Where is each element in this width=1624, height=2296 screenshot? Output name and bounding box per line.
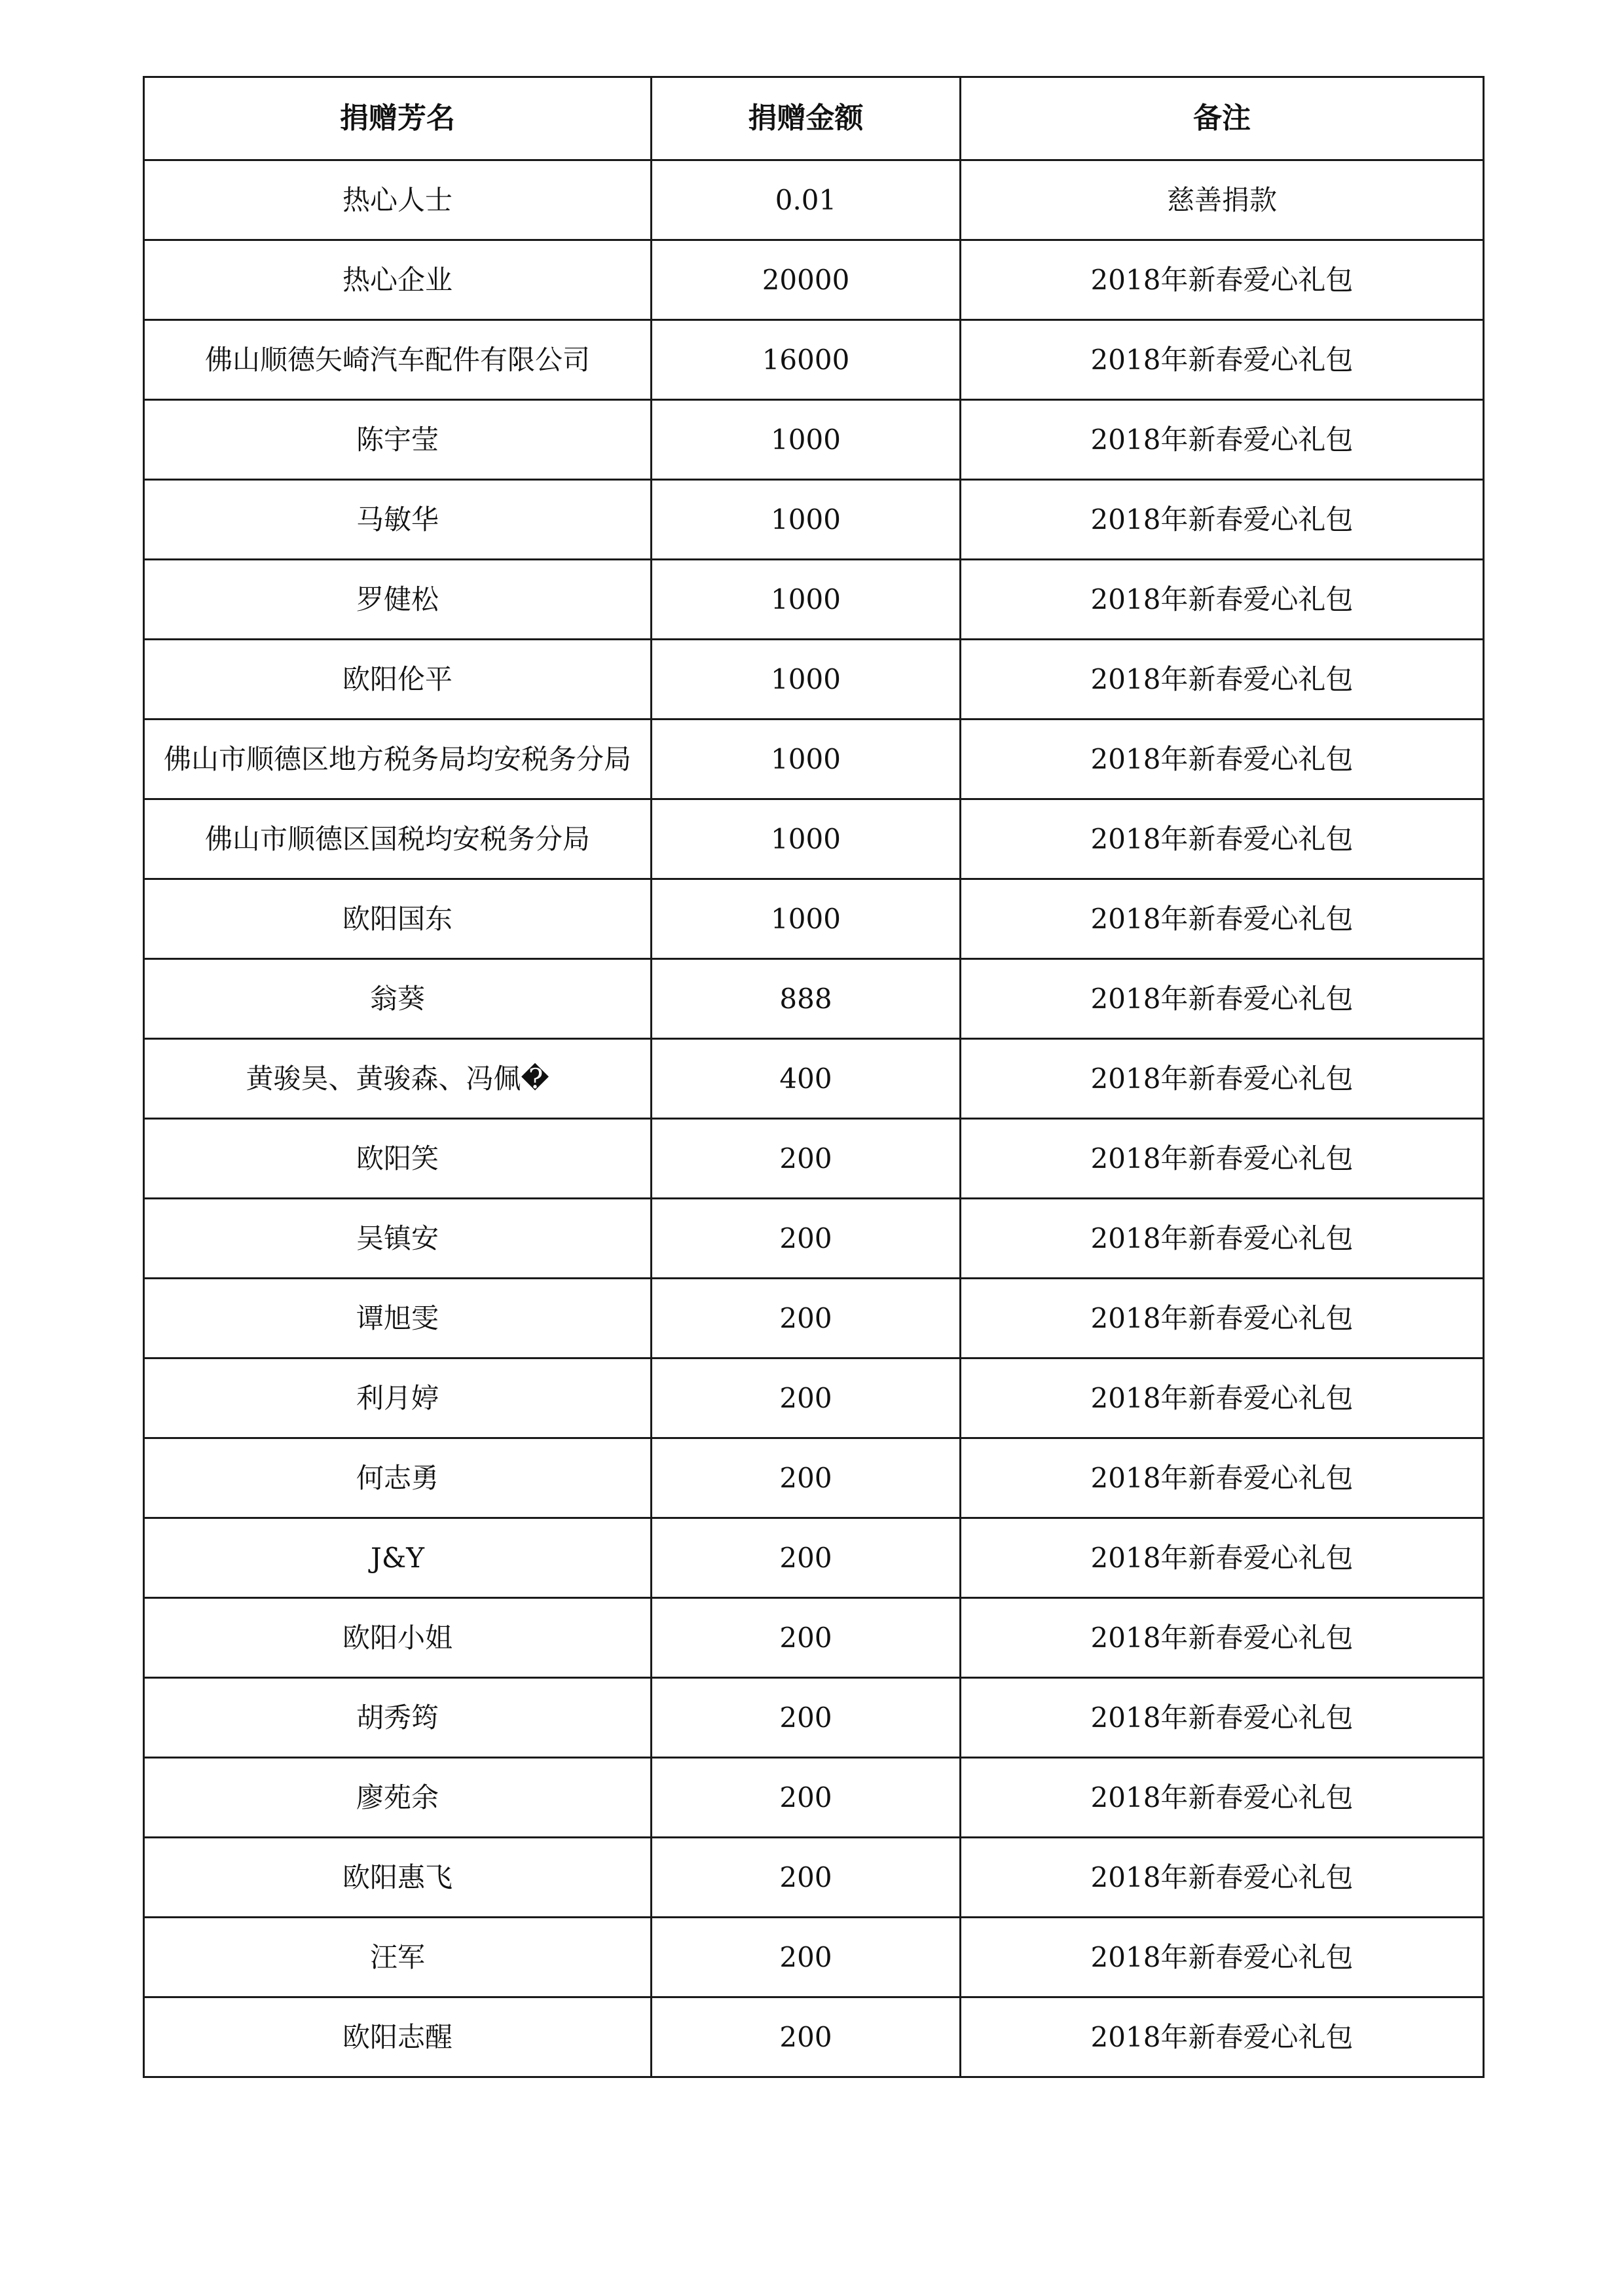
remark-cell: 2018年新春爱心礼包 — [961, 1918, 1484, 1997]
remark-cell: 2018年新春爱心礼包 — [961, 1199, 1484, 1279]
donation-amount-cell: 1000 — [652, 640, 961, 720]
table-row — [144, 1678, 1484, 1758]
donation-amount-cell: 1000 — [652, 480, 961, 560]
donation-table — [143, 76, 1485, 2078]
table-row — [144, 400, 1484, 480]
table-row — [144, 959, 1484, 1039]
header-row — [144, 77, 1484, 160]
donation-amount-cell: 200 — [652, 1119, 961, 1199]
remark-cell: 2018年新春爱心礼包 — [961, 1358, 1484, 1438]
remark-cell: 2018年新春爱心礼包 — [961, 879, 1484, 959]
remark-cell: 2018年新春爱心礼包 — [961, 240, 1484, 320]
donor-name-cell: 陈宇莹 — [144, 400, 652, 480]
donation-amount-cell: 888 — [652, 959, 961, 1039]
donor-name-cell: J&Y — [144, 1518, 652, 1598]
donation-amount-cell: 1000 — [652, 799, 961, 879]
table-row — [144, 1838, 1484, 1918]
donor-name-cell: 谭旭雯 — [144, 1279, 652, 1358]
remark-cell: 2018年新春爱心礼包 — [961, 480, 1484, 560]
donor-name-cell: 欧阳志醒 — [144, 1997, 652, 2077]
remark-cell: 2018年新春爱心礼包 — [961, 560, 1484, 640]
remark-cell: 2018年新春爱心礼包 — [961, 1119, 1484, 1199]
table-body — [144, 160, 1484, 2077]
remark-cell: 2018年新春爱心礼包 — [961, 400, 1484, 480]
table-row — [144, 640, 1484, 720]
remark-cell: 2018年新春爱心礼包 — [961, 320, 1484, 400]
donation-amount-cell: 200 — [652, 1358, 961, 1438]
donor-name-cell: 马敏华 — [144, 480, 652, 560]
donor-name-cell: 翁葵 — [144, 959, 652, 1039]
donor-name-cell: 黄骏昊、黄骏森、冯佩� — [144, 1039, 652, 1119]
donor-name-cell: 胡秀筠 — [144, 1678, 652, 1758]
donor-name-cell: 欧阳小姐 — [144, 1598, 652, 1678]
donor-name-cell: 佛山顺德矢崎汽车配件有限公司 — [144, 320, 652, 400]
donor-name-cell: 热心人士 — [144, 160, 652, 240]
donation-amount-cell: 1000 — [652, 560, 961, 640]
table-row — [144, 1598, 1484, 1678]
remark-cell: 2018年新春爱心礼包 — [961, 1518, 1484, 1598]
donor-name-cell: 吴镇安 — [144, 1199, 652, 1279]
table-row — [144, 1358, 1484, 1438]
donation-amount-cell: 200 — [652, 1997, 961, 2077]
donation-amount-cell: 200 — [652, 1918, 961, 1997]
donor-name-cell: 欧阳伦平 — [144, 640, 652, 720]
remark-cell: 2018年新春爱心礼包 — [961, 1997, 1484, 2077]
donation-amount-cell: 0.01 — [652, 160, 961, 240]
donor-name-cell: 欧阳惠飞 — [144, 1838, 652, 1918]
table-row — [144, 1199, 1484, 1279]
remark-cell: 2018年新春爱心礼包 — [961, 1039, 1484, 1119]
remark-cell: 2018年新春爱心礼包 — [961, 799, 1484, 879]
remark-cell: 2018年新春爱心礼包 — [961, 1598, 1484, 1678]
table-row — [144, 799, 1484, 879]
table-row — [144, 480, 1484, 560]
remark-cell: 2018年新春爱心礼包 — [961, 1279, 1484, 1358]
table-row — [144, 240, 1484, 320]
remark-cell: 2018年新春爱心礼包 — [961, 1838, 1484, 1918]
table-row — [144, 1518, 1484, 1598]
remark-cell: 2018年新春爱心礼包 — [961, 640, 1484, 720]
donor-name-cell: 汪军 — [144, 1918, 652, 1997]
donor-name-cell: 欧阳笑 — [144, 1119, 652, 1199]
donation-amount-cell: 200 — [652, 1279, 961, 1358]
table-row — [144, 160, 1484, 240]
donation-amount-cell: 200 — [652, 1598, 961, 1678]
remark-cell: 2018年新春爱心礼包 — [961, 720, 1484, 799]
table-row — [144, 1279, 1484, 1358]
donation-amount-cell: 200 — [652, 1199, 961, 1279]
donor-name-cell: 热心企业 — [144, 240, 652, 320]
remark-cell: 2018年新春爱心礼包 — [961, 1438, 1484, 1518]
donor-name-cell: 廖苑余 — [144, 1758, 652, 1838]
table-row — [144, 560, 1484, 640]
donor-name-cell: 佛山市顺德区国税均安税务分局 — [144, 799, 652, 879]
donation-amount-cell: 1000 — [652, 879, 961, 959]
donation-amount-cell: 200 — [652, 1758, 961, 1838]
donor-name-cell: 何志勇 — [144, 1438, 652, 1518]
donor-name-cell: 罗健松 — [144, 560, 652, 640]
header-donation-amount: 捐赠金额 — [652, 77, 961, 160]
remark-cell: 慈善捐款 — [961, 160, 1484, 240]
table-row — [144, 1758, 1484, 1838]
donation-amount-cell: 200 — [652, 1678, 961, 1758]
table-row — [144, 1039, 1484, 1119]
remark-cell: 2018年新春爱心礼包 — [961, 1678, 1484, 1758]
donation-amount-cell: 200 — [652, 1438, 961, 1518]
donor-name-cell: 佛山市顺德区地方税务局均安税务分局 — [144, 720, 652, 799]
table-row — [144, 1918, 1484, 1997]
remark-cell: 2018年新春爱心礼包 — [961, 1758, 1484, 1838]
table-row — [144, 320, 1484, 400]
donor-name-cell: 利月婷 — [144, 1358, 652, 1438]
donation-amount-cell: 16000 — [652, 320, 961, 400]
table-header — [144, 77, 1484, 160]
table-row — [144, 720, 1484, 799]
donation-amount-cell: 200 — [652, 1838, 961, 1918]
donation-amount-cell: 1000 — [652, 720, 961, 799]
donation-amount-cell: 20000 — [652, 240, 961, 320]
donation-amount-cell: 200 — [652, 1518, 961, 1598]
header-donor-name: 捐赠芳名 — [144, 77, 652, 160]
table-row — [144, 1997, 1484, 2077]
remark-cell: 2018年新春爱心礼包 — [961, 959, 1484, 1039]
header-remark: 备注 — [961, 77, 1484, 160]
table-row — [144, 1119, 1484, 1199]
donation-amount-cell: 1000 — [652, 400, 961, 480]
donor-name-cell: 欧阳国东 — [144, 879, 652, 959]
donation-amount-cell: 400 — [652, 1039, 961, 1119]
table-row — [144, 1438, 1484, 1518]
table-row — [144, 879, 1484, 959]
